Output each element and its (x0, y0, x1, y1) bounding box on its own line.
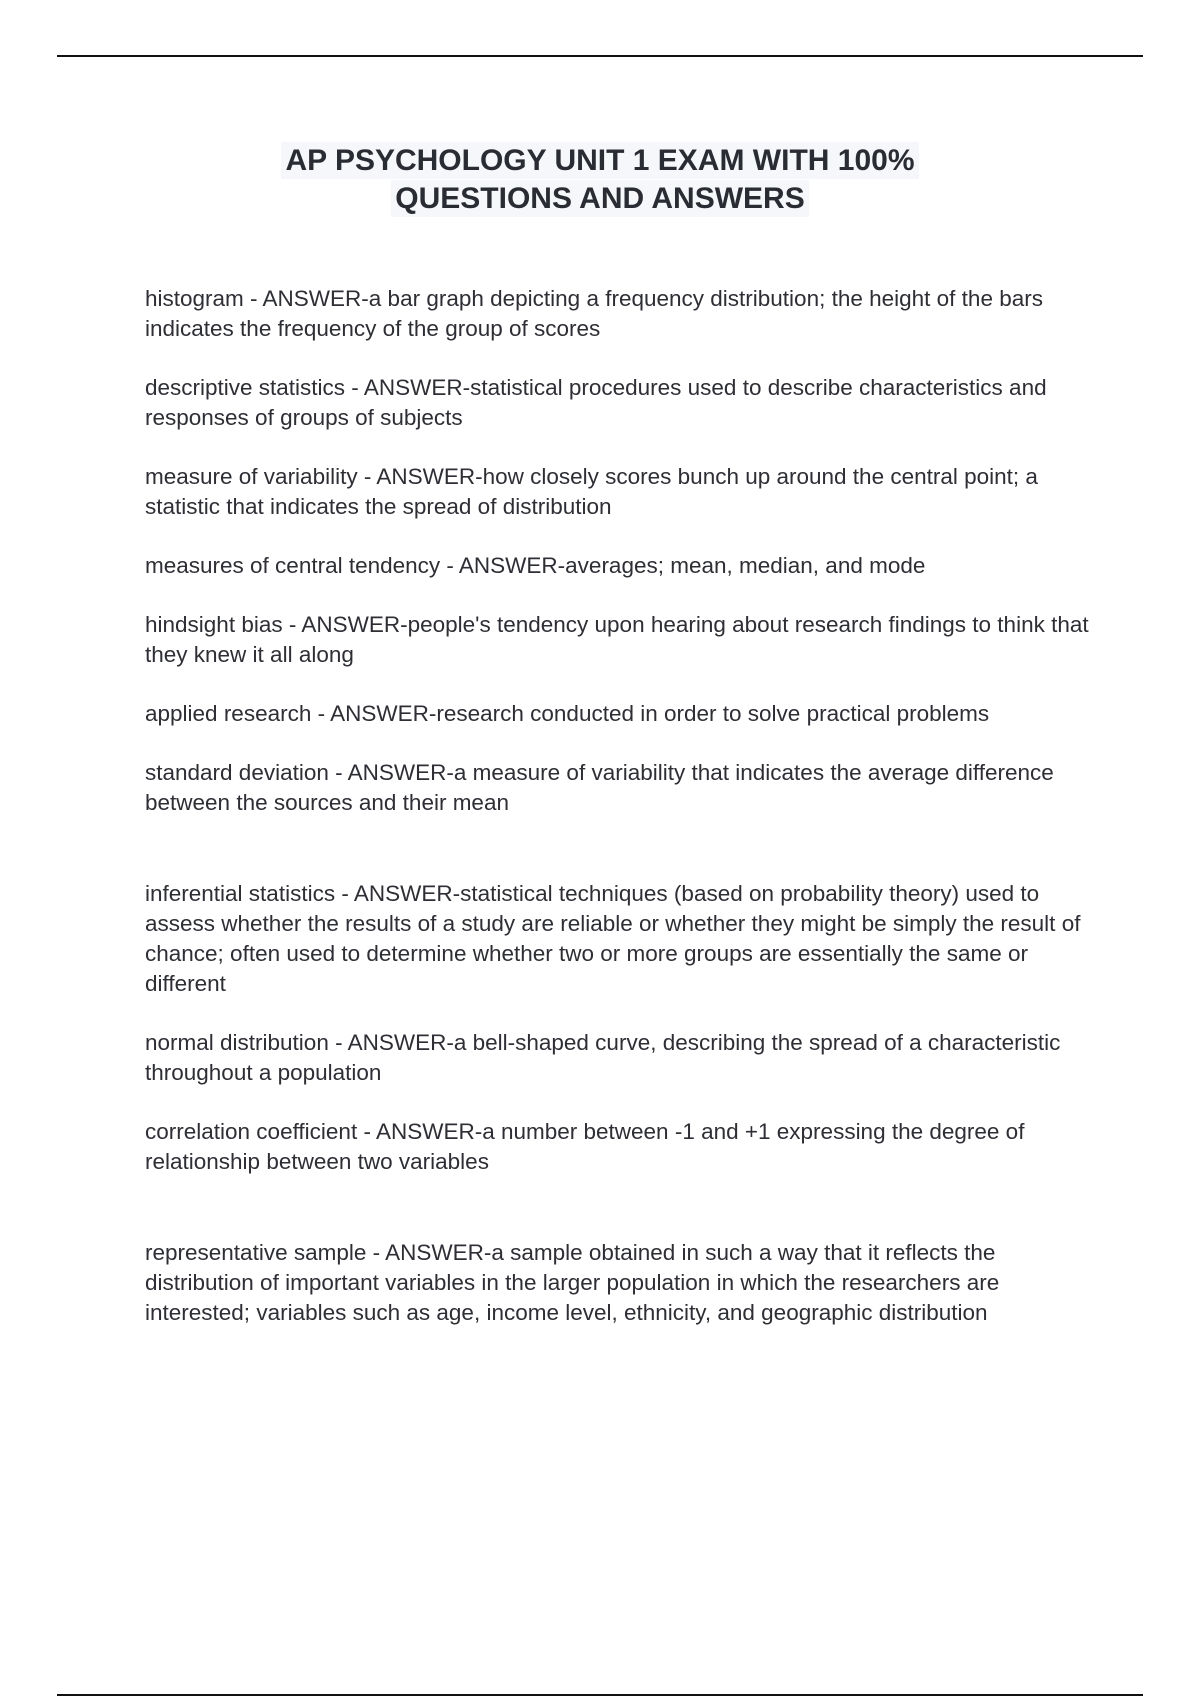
qa-entry-representative-sample: representative sample - ANSWER-a sample obtained in such a way that it reflects the distribution of important variables in the larger population in which the researchers are interested; variables such as age, income level, ethnicity, and geographic distribution (145, 1240, 1000, 1325)
top-rule (57, 55, 1143, 57)
document-title (0, 142, 1200, 218)
qa-entry-correlation-coefficient: correlation coefficient - ANSWER-a number between -1 and +1 expressing the degree of relationship between two variables (145, 1119, 1025, 1174)
qa-entry-inferential-statistics: inferential statistics - ANSWER-statistical techniques (based on probability theory) used to assess whether the results of a study are reliable or whether they might be simply the result of chance; often used to determine whether two or more groups are essentially the same or different (145, 881, 1081, 996)
qa-entry-normal-distribution: normal distribution - ANSWER-a bell-shaped curve, describing the spread of a characteristic throughout a population (145, 1030, 1061, 1085)
qa-entry-measure-of-variability: measure of variability - ANSWER-how closely scores bunch up around the central point; a statistic that indicates the spread of distribution (145, 464, 1038, 519)
qa-entry-standard-deviation: standard deviation - ANSWER-a measure of variability that indicates the average difference between the sources and their mean (145, 760, 1054, 815)
bottom-rule (57, 1694, 1143, 1696)
title-line-2: QUESTIONS AND ANSWERS (391, 180, 808, 217)
qa-entry-hindsight-bias: hindsight bias - ANSWER-people's tendency upon hearing about research findings to think that they knew it all along (145, 612, 1089, 667)
qa-entry-central-tendency: measures of central tendency - ANSWER-averages; mean, median, and mode (145, 553, 926, 578)
qa-list (145, 284, 1095, 1357)
qa-entry-applied-research: applied research - ANSWER-research conducted in order to solve practical problems (145, 701, 990, 726)
qa-entry-descriptive-statistics: descriptive statistics - ANSWER-statistical procedures used to describe characteristics and responses of groups of subjects (145, 375, 1047, 430)
title-line-1: AP PSYCHOLOGY UNIT 1 EXAM WITH 100% (281, 142, 918, 179)
qa-entry-histogram: histogram - ANSWER-a bar graph depicting a frequency distribution; the height of the bars indicates the frequency of the group of scores (145, 286, 1043, 341)
